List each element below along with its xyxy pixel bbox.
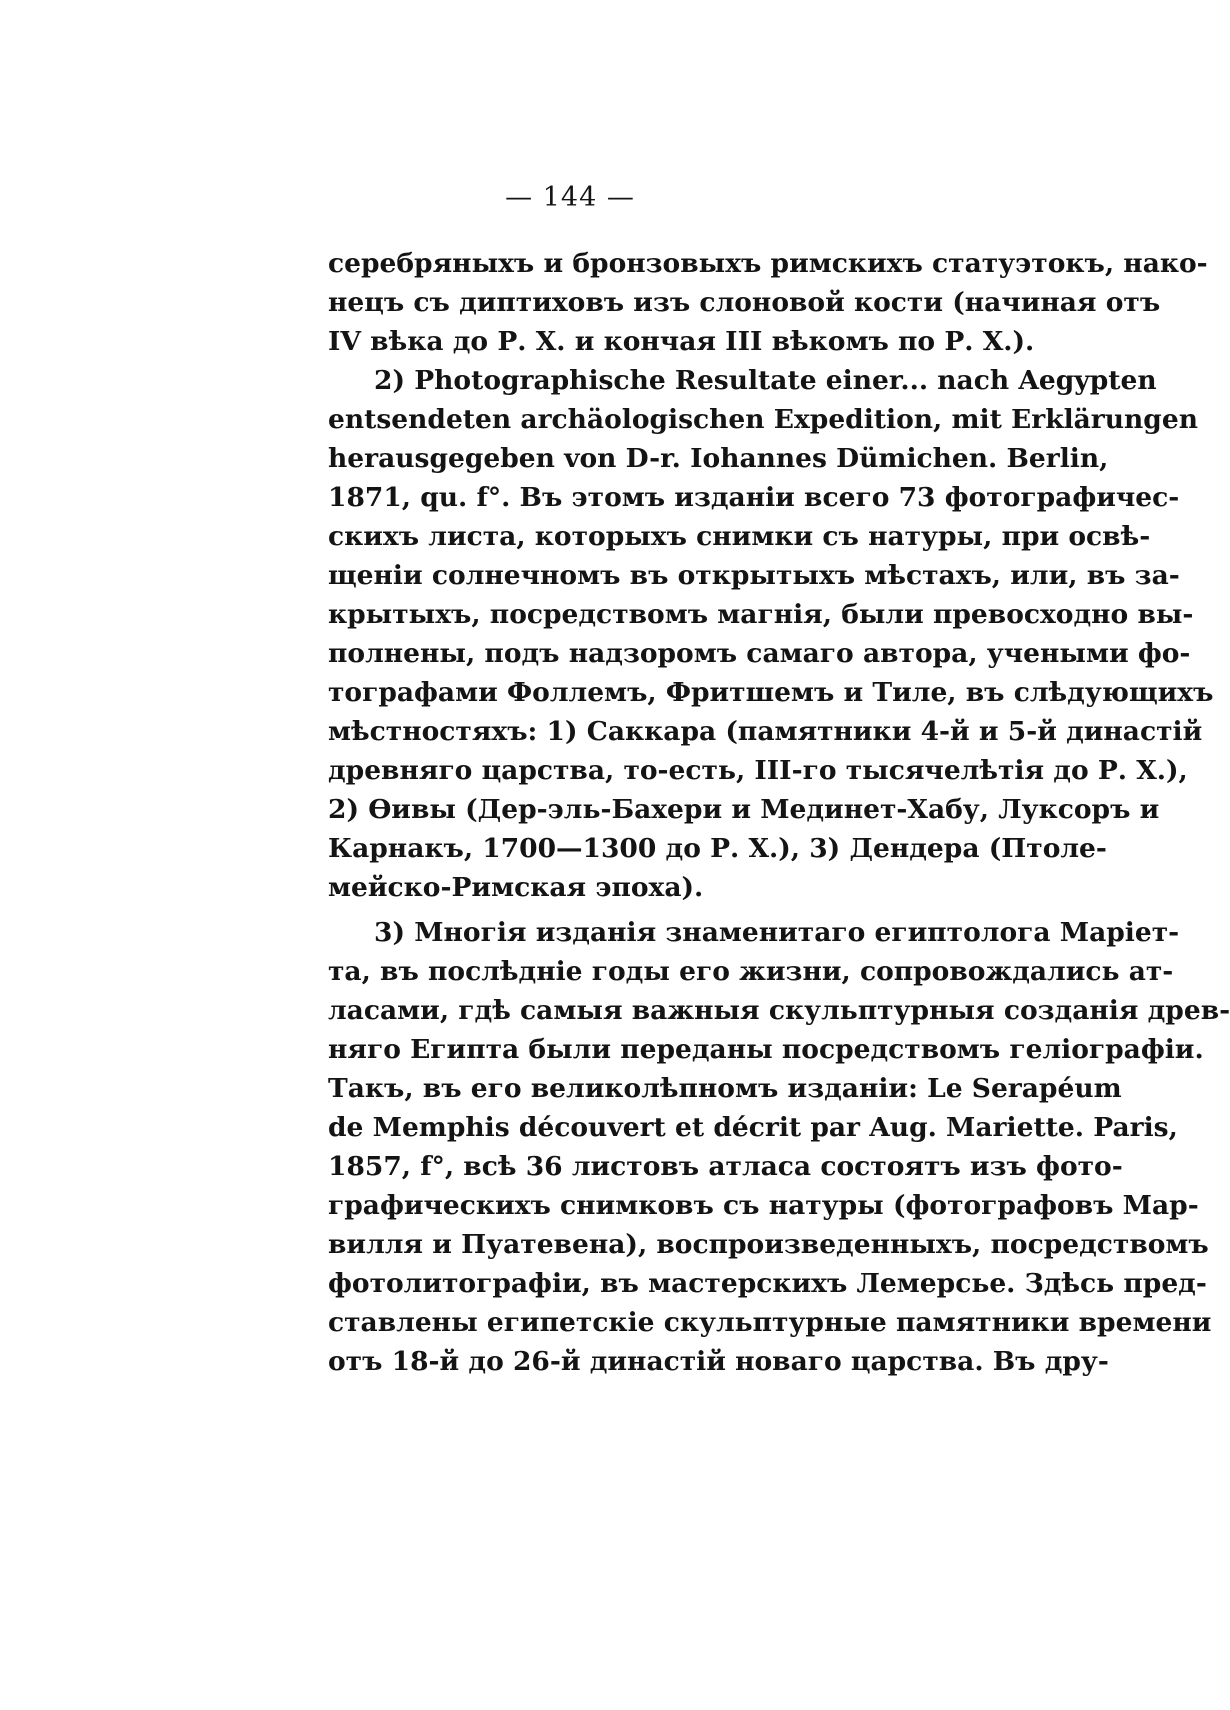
text-line: фотолитографіи, въ мастерскихъ Лемерсье. Здѣсь пред- xyxy=(328,1268,1207,1299)
text-line: вилля и Пуатевена), воспроизведенныхъ, посредствомъ xyxy=(328,1229,1209,1260)
paragraph-1 xyxy=(328,244,1208,361)
text-line: 1857, f°, всѣ 36 листовъ атласа состоятъ изъ фото- xyxy=(328,1151,1123,1182)
text-line: 3) Многія изданія знаменитаго египтолога Маріет- xyxy=(374,917,1180,948)
paragraph-3 xyxy=(328,913,1230,1381)
text-line: 1871, qu. f°. Въ этомъ изданіи всего 73 фотографичес- xyxy=(328,482,1180,513)
text-line: ставлены египетскіе скульптурные памятники времени xyxy=(328,1307,1212,1338)
paragraph-2 xyxy=(328,361,1214,907)
body-text xyxy=(328,244,1230,1381)
text-line: няго Египта были переданы посредствомъ геліографіи. xyxy=(328,1034,1204,1065)
text-line: Такъ, въ его великолѣпномъ изданіи: Le Serapéum xyxy=(328,1073,1122,1104)
text-line: скихъ листа, которыхъ снимки съ натуры, при освѣ- xyxy=(328,521,1151,552)
text-line: entsendeten archäologischen Expedition, mit Erklärungen xyxy=(328,404,1198,435)
text-line: de Memphis découvert et décrit par Aug. Mariette. Paris, xyxy=(328,1112,1178,1143)
text-line: древняго царства, то-есть, III-го тысячелѣтія до Р. X.), xyxy=(328,755,1188,786)
text-line: нецъ съ диптиховъ изъ слоновой кости (начиная отъ xyxy=(328,287,1161,318)
text-line: IV вѣка до Р. X. и кончая III вѣкомъ по Р. X.). xyxy=(328,326,1035,357)
text-line: та, въ послѣдніе годы его жизни, сопровождались ат- xyxy=(328,956,1174,987)
page-number: — 144 — xyxy=(505,182,635,213)
text-line: 2) Photographische Resultate einer... nach Aegypten xyxy=(374,365,1157,396)
text-line: графическихъ снимковъ съ натуры (фотографовъ Мар- xyxy=(328,1190,1199,1221)
text-line: серебряныхъ и бронзовыхъ римскихъ статуэтокъ, нако- xyxy=(328,248,1208,279)
text-line: крытыхъ, посредствомъ магнія, были превосходно вы- xyxy=(328,599,1194,630)
text-line: тографами Фоллемъ, Фритшемъ и Тиле, въ слѣдующихъ xyxy=(328,677,1214,708)
text-line: полнены, подъ надзоромъ самаго автора, учеными фо- xyxy=(328,638,1191,669)
text-line: мейско-Римская эпоха). xyxy=(328,872,704,903)
text-line: щеніи солнечномъ въ открытыхъ мѣстахъ, или, въ за- xyxy=(328,560,1180,591)
text-line: отъ 18-й до 26-й династій новаго царства. Въ дру- xyxy=(328,1346,1109,1377)
text-line: 2) Ѳивы (Дер-эль-Бахери и Мединет-Хабу, Луксоръ и xyxy=(328,794,1160,825)
text-line: Карнакъ, 1700—1300 до Р. X.), 3) Дендера (Птоле- xyxy=(328,833,1107,864)
text-line: ласами, гдѣ самыя важныя скульптурныя созданія древ- xyxy=(328,995,1230,1026)
text-line: herausgegeben von D-r. Iohannes Dümichen. Berlin, xyxy=(328,443,1109,474)
text-line: мѣстностяхъ: 1) Саккара (памятники 4-й и 5-й династій xyxy=(328,716,1203,747)
